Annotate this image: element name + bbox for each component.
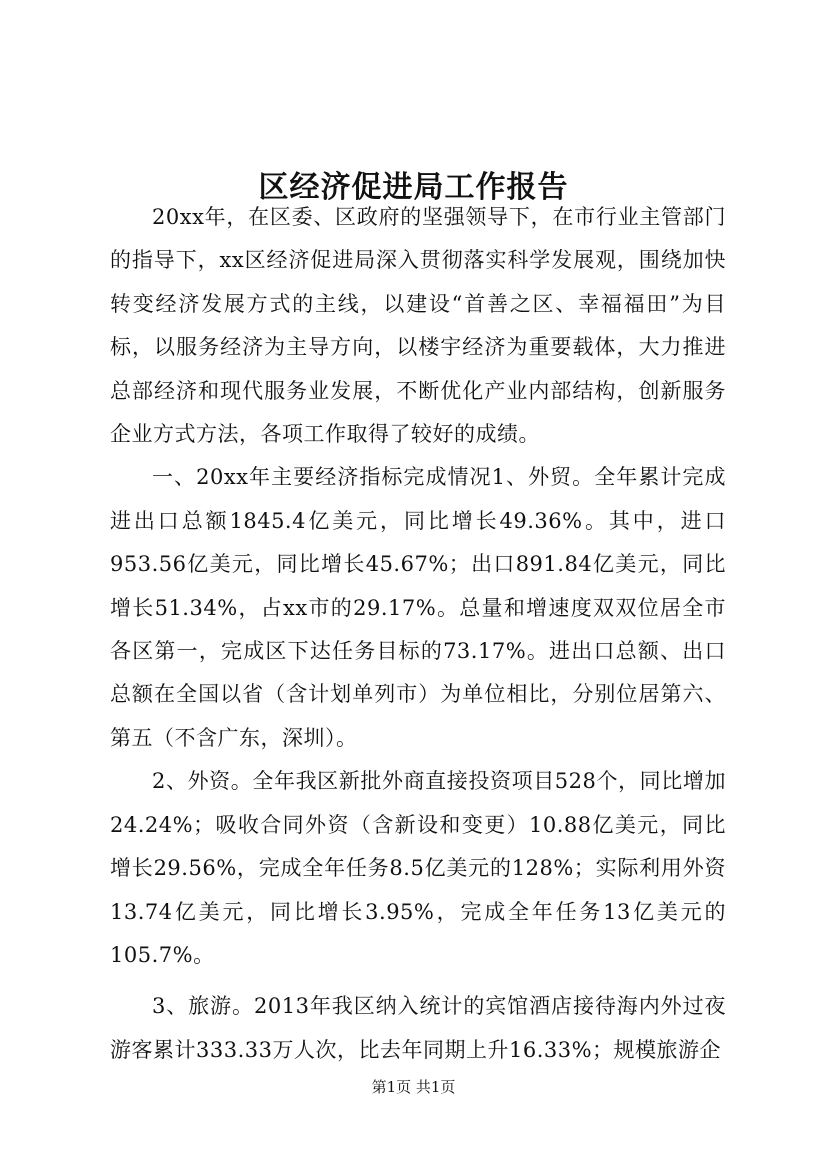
paragraph-intro: 20xx年，在区委、区政府的坚强领导下，在市行业主管部门的指导下，xx区经济促进局深入贯彻落实科学发展观，围绕加快转变经济发展方式的主线，以建设“首善之区、幸福福田”为目标，以服务经济为主导方向，以楼宇经济为重要载体，大力推进总部经济和现代服务业发展，不断优化产业内部结构，创新服务企业方式方法，各项工作取得了较好的成绩。 [110,205,726,447]
document-body [110,196,726,1072]
paragraph-tourism: 3、旅游。2013年我区纳入统计的宾馆酒店接待海内外过夜游客累计333.33万人次，比去年同期上升16.33%；规模旅游企 [110,994,726,1062]
paragraph-foreign-trade: 一、20xx年主要经济指标完成情况1、外贸。全年累计完成进出口总额1845.4亿美元，同比增长49.36%。其中，进口953.56亿美元，同比增长45.67%；出口891.84亿美元，同比增长51.34%，占xx市的29.17%。总量和增速度双双位居全市各区第一，完成区下达任务目标的73.17%。进出口总额、出口总额在全国以省（含计划单列市）为单位相比，分别位居第六、第五（不含广东，深圳）。 [110,465,726,750]
paragraph-foreign-investment: 2、外资。全年我区新批外商直接投资项目528个，同比增加24.24%；吸收合同外资（含新设和变更）10.88亿美元，同比增长29.56%，完成全年任务8.5亿美元的128%；实际利用外资13.74亿美元，同比增长3.95%，完成全年任务13亿美元的105.7%。 [110,769,726,967]
document-title: 区经济促进局工作报告 [258,170,569,206]
page-footer: 第1页 共1页 [371,1078,456,1096]
